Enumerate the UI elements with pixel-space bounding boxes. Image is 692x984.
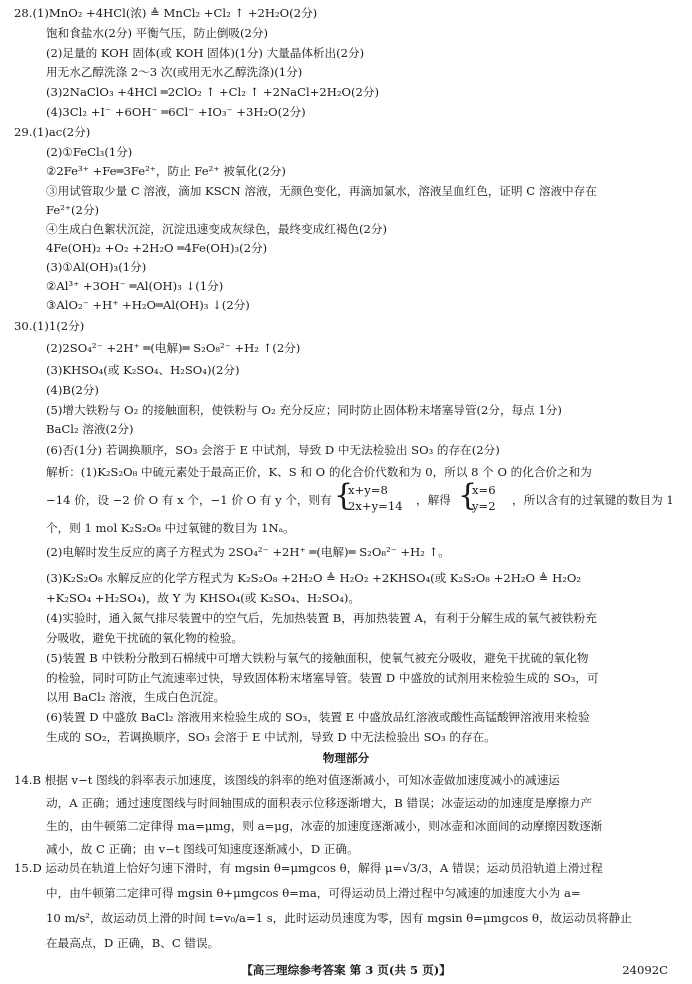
q29-line-4: ③用试管取少量 C 溶液，滴加 KSCN 溶液，无颜色变化，再滴加氯水，溶液呈血红色，证明 C 溶液中存在 [46,184,597,198]
q30-line-2: (2)2SO₄²⁻ +2H⁺ ═(电解)═ S₂O₈²⁻ +H₂ ↑(2分) [46,341,301,355]
analysis-line-13: 生成的 SO₂，若调换顺序，SO₃ 会溶于 E 中试剂，导致 D 中无法检验出 SO₃ 的存在。 [46,730,496,744]
analysis-line-10: 的检验，同时可防止气流速率过快，导致固体粉末堵塞导管。装置 D 中盛放的试剂用来检验生成的 SO₃，可 [46,671,599,685]
analysis-line-2b: ，解得 [416,493,451,507]
q30-line-1: 30.(1)1(2分) [14,319,85,333]
analysis-line-3: 个，则 1 mol K₂S₂O₈ 中过氧键的数目为 1Nₐ。 [46,521,295,535]
physics-section-title: 物理部分 [322,751,370,765]
analysis-line-12: (6)装置 D 中盛放 BaCl₂ 溶液用来检验生成的 SO₃，装置 E 中盛放品红溶液或酸性高锰酸钾溶液用来检验 [46,710,590,724]
q14-line-4: 减小，故 C 正确；由 v−t 图线可知速度逐渐减小，D 正确。 [46,842,359,856]
q28-line-4: 用无水乙醇洗涤 2～3 次(或用无水乙醇洗涤)(1分) [46,65,303,79]
q29-line-10: ③AlO₂⁻ +H⁺ +H₂O═Al(OH)₃ ↓(2分) [46,298,250,312]
analysis-line-2c: ，所以含有的过氧键的数目为 1 [512,493,674,507]
equation-system-1 [348,482,403,514]
q29-line-2: (2)①FeCl₃(1分) [46,145,133,159]
equation-2b: y=2 [472,499,496,513]
q28-line-6: (4)3Cl₂ +I⁻ +6OH⁻ ═6Cl⁻ +IO₃⁻ +3H₂O(2分) [46,105,306,119]
analysis-line-8: 分吸收，避免干扰硫的氧化物的检验。 [46,631,244,645]
q29-line-1: 29.(1)ac(2分) [14,125,91,139]
q28-line-2: 饱和食盐水(2分) 平衡气压，防止倒吸(2分) [46,26,269,40]
equation-1b: 2x+y=14 [348,499,403,513]
q30-line-7: (6)否(1分) 若调换顺序，SO₃ 会溶于 E 中试剂，导致 D 中无法检验出 SO₃ 的存在(2分) [46,443,500,457]
q30-line-6: BaCl₂ 溶液(2分) [46,422,134,436]
analysis-line-7: (4)实验时，通入氮气排尽装置中的空气后，先加热装置 B，再加热装置 A，有利于分解生成的氧气被铁粉充 [46,611,597,625]
page-footer: 【高三理综参考答案 第 3 页(共 5 页)】 [241,963,451,977]
document-code: 24092C [622,963,668,977]
q29-line-8: (3)①Al(OH)₃(1分) [46,260,147,274]
q30-line-3: (3)KHSO₄(或 K₂SO₄、H₂SO₄)(2分) [46,363,240,377]
q29-line-9: ②Al³⁺ +3OH⁻ ═Al(OH)₃ ↓(1分) [46,279,224,293]
q29-line-3: ②2Fe³⁺ +Fe═3Fe²⁺，防止 Fe²⁺ 被氧化(2分) [46,164,286,178]
q15-line-4: 在最高点，D 正确，B、C 错误。 [46,936,220,950]
q30-line-4: (4)B(2分) [46,383,99,397]
q29-line-5: Fe²⁺(2分) [46,203,100,217]
q15-line-1: 15.D 运动员在轨道上恰好匀速下滑时，有 mgsin θ=μmgcos θ，解得 μ=√3/3，A 错误；运动员沿轨道上滑过程 [14,861,603,875]
q14-line-1: 14.B 根据 v−t 图线的斜率表示加速度，该图线的斜率的绝对值逐渐减小，可知冰壶做加速度减小的减速运 [14,773,560,787]
q30-line-5: (5)增大铁粉与 O₂ 的接触面积，使铁粉与 O₂ 充分反应；同时防止固体粉末堵塞导管(2分，每点 1分) [46,403,562,417]
analysis-line-4: (2)电解时发生反应的离子方程式为 2SO₄²⁻ +2H⁺ ═(电解)═ S₂O₈²⁻ +H₂ ↑。 [46,545,450,559]
q15-line-2: 中，由牛顿第二定律可得 mgsin θ+μmgcos θ=ma，可得运动员上滑过程中匀减速的加速度大小为 a= [46,886,581,900]
analysis-line-9: (5)装置 B 中铁粉分散到石棉绒中可增大铁粉与氧气的接触面积，使氧气被充分吸收，避免干扰硫的氧化物 [46,651,589,665]
equation-2a: x=6 [472,483,496,497]
analysis-line-5: (3)K₂S₂O₈ 水解反应的化学方程式为 K₂S₂O₈ +2H₂O ≜ H₂O₂ +2KHSO₄(或 K₂S₂O₈ +2H₂O ≜ H₂O₂ [46,571,581,585]
q28-line-1: 28.(1)MnO₂ +4HCl(浓) ≜ MnCl₂ +Cl₂ ↑ +2H₂O(2分) [14,6,318,20]
analysis-line-11: 以用 BaCl₂ 溶液，生成白色沉淀。 [46,690,226,704]
q29-line-6: ④生成白色絮状沉淀，沉淀迅速变成灰绿色，最终变成红褐色(2分) [46,222,388,236]
q28-line-5: (3)2NaClO₃ +4HCl ═2ClO₂ ↑ +Cl₂ ↑ +2NaCl+2H₂O(2分) [46,85,380,99]
brace-left-1: { [334,478,354,513]
q28-line-3: (2)足量的 KOH 固体(或 KOH 固体)(1分) 大量晶体析出(2分) [46,46,365,60]
q14-line-3: 生的，由牛顿第二定律得 ma=μmg，则 a=μg，冰壶的加速度逐渐减小，则冰壶和冰面间的动摩擦因数逐渐 [46,819,603,833]
equation-system-2 [472,482,496,514]
equation-1a: x+y=8 [348,483,388,497]
analysis-line-1: 解析：(1)K₂S₂O₈ 中硫元素处于最高正价，K、S 和 O 的化合价代数和为 0，所以 8 个 O 的化合价之和为 [46,465,592,479]
q29-line-7: 4Fe(OH)₂ +O₂ +2H₂O ═4Fe(OH)₃(2分) [46,241,268,255]
q15-line-3: 10 m/s²，故运动员上滑的时间 t=v₀/a=1 s，此时运动员速度为零，因有 mgsin θ=μmgcos θ，故运动员将静止 [46,911,632,925]
analysis-line-6: +K₂SO₄ +H₂SO₄)，故 Y 为 KHSO₄(或 K₂SO₄、H₂SO₄)。 [46,591,361,605]
brace-left-2: { [458,478,478,513]
q14-line-2: 动，A 正确；通过速度图线与时间轴围成的面积表示位移逐渐增大，B 错误；冰壶运动的加速度是摩擦力产 [46,796,592,810]
analysis-line-2a: −14 价，设 −2 价 O 有 x 个，−1 价 O 有 y 个，则有 [46,493,332,507]
